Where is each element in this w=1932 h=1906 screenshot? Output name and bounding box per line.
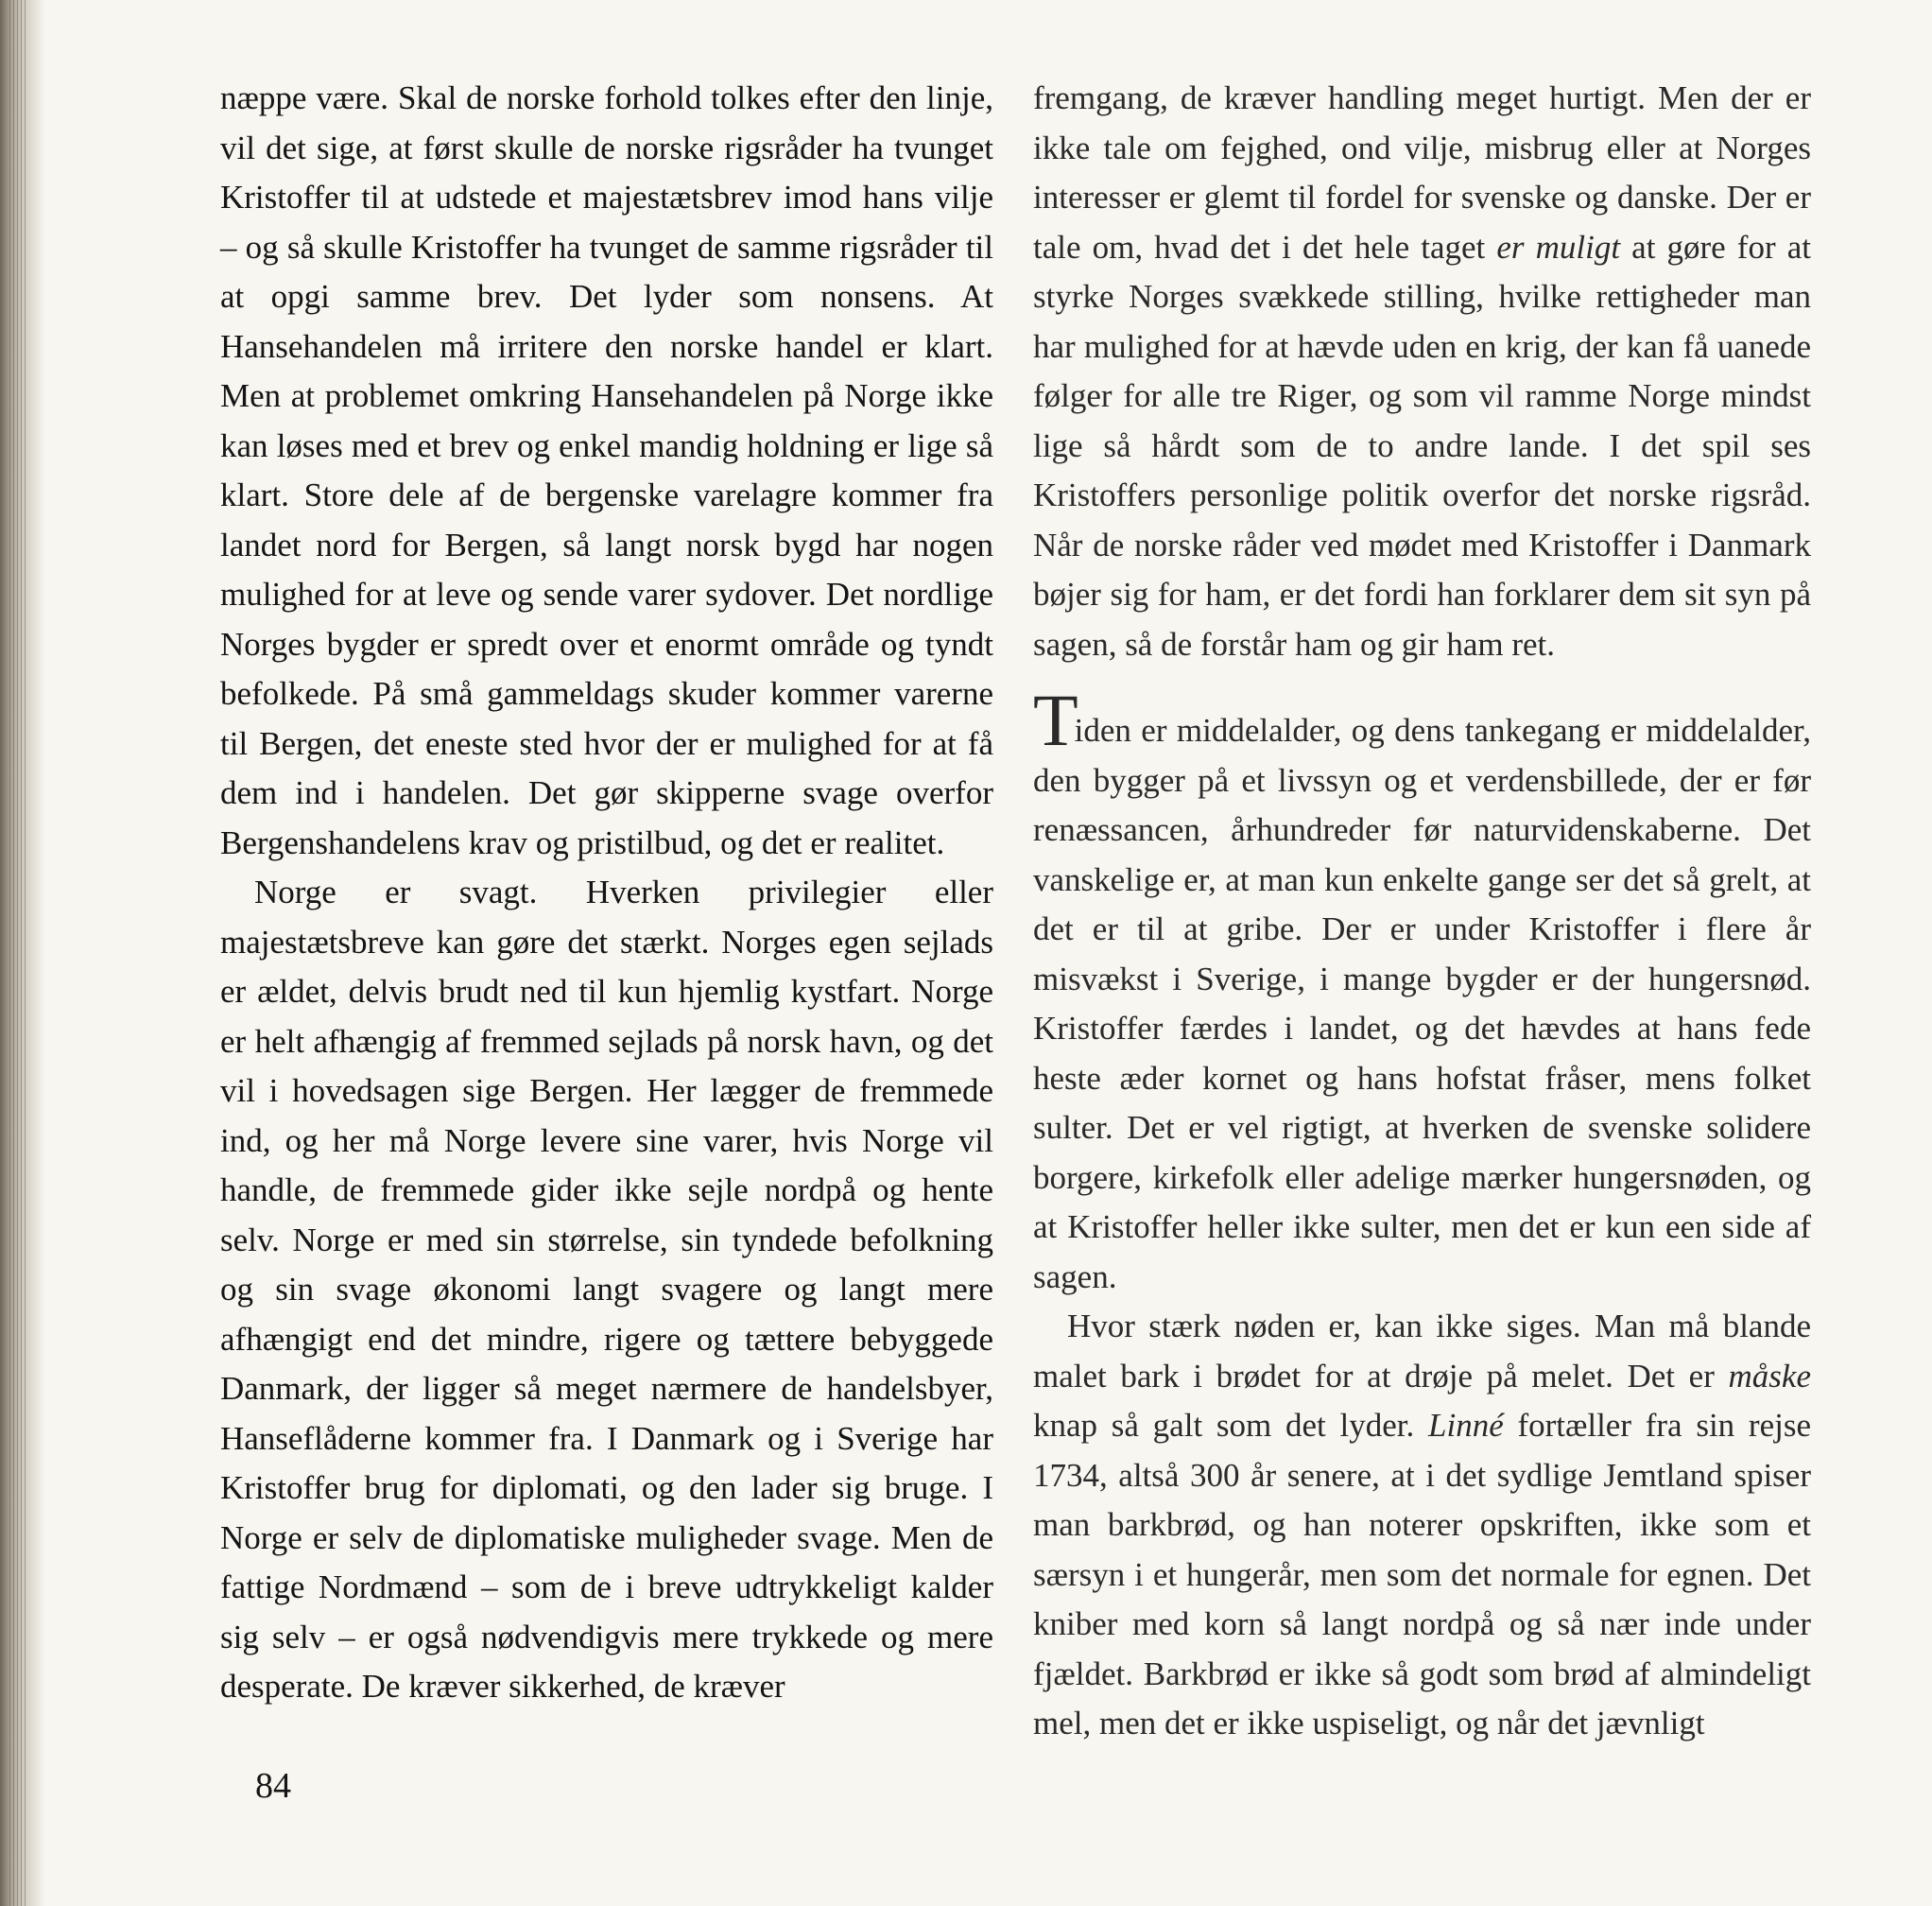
body-paragraph: Norge er svagt. Hverken privilegier eller majestætsbreve kan gøre det stærkt. Norges egen sejlads er ældet, delvis brudt ned til kun hjemlig kystfart. Norge er helt afhængig af fremmed sejlads på norsk havn, og det vil i hovedsagen sige Bergen. Her lægger de fremmede ind, og her må Norge levere sine varer, hvis Norge vil handle, de fremmede gider ikke sejle nordpå og hente selv. Norge er med sin størrelse, sin tyndede befolkning og sin svage økonomi langt svagere og langt mere afhængigt end det mindre, rigere og tættere bebyggede Danmark, der ligger så meget nærmere de handelsbyer, Hanseflåderne kommer fra. I Danmark og i Sverige har Kristoffer brug for diplomati, og den lader sig bruge. I Norge er selv de diplomatiske muligheder svage. Men de fattige Nordmænd – som de i breve udtrykkeligt kalder sig selv – er også nødvendigvis mere trykkede og mere desperate. De kræver sikkerhed, de kræver [220, 874, 993, 1705]
text-run: fremgang, de kræver handling meget hurtigt. Men der er ikke tale om fejghed, ond vilje, misbrug eller at Norges interesser er glemt til fordel for svenske og danske. Der er tale om, hvad det i det hele taget [1033, 79, 1811, 266]
text-run: fortæller fra sin rejse 1734, altså 300 år senere, at i det sydlige Jemtland spiser man barkbrød, og han noterer opskriften, ikke som et særsyn i et hungerår, men som det normale for egnen. Det kniber med korn så langt nordpå og så nær inde under fjældet. Barkbrød er ikke så godt som brød af almindeligt mel, men det er ikke uspiseligt, og når det jævnligt [1033, 1407, 1811, 1741]
body-paragraph: næppe være. Skal de norske forhold tolkes efter den linje, vil det sige, at først skulle de norske rigsråder ha tvunget Kristoffer til at udstede et majestætsbrev imod hans vilje – og så skulle Kristoffer ha tvunget de samme rigsråder til at opgi samme brev. Det lyder som nonsens. At Hansehandelen må irritere den norske handel er klart. Men at problemet omkring Hansehandelen på Norge ikke kan løses med et brev og enkel mandig holdning er lige så klart. Store dele af de bergenske varelagre kommer fra landet nord for Bergen, så langt norsk bygd har nogen mulighed for at leve og sende varer sydover. Det nordlige Norges bygder er spredt over et enormt område og tyndt befolkede. På små gammeldags skuder kommer varerne til Bergen, det eneste sted hvor der er mulighed for at få dem ind i handelen. Det gør skipperne svage overfor Bergenshandelens krav og pristilbud, og det er realitet. [220, 79, 993, 861]
section-opening-paragraph [1033, 679, 1811, 1302]
body-paragraph [1033, 74, 1811, 669]
text-run: knap så galt som det lyder. [1033, 1407, 1428, 1444]
italic-emphasis: er muligt [1496, 228, 1621, 266]
italic-emphasis: måske [1728, 1357, 1811, 1395]
left-text-column [220, 74, 993, 1712]
page-edges [9, 0, 26, 1906]
italic-name: Linné [1428, 1407, 1504, 1444]
body-paragraph [1033, 1302, 1811, 1749]
page-number: 84 [255, 1766, 291, 1806]
text-run: Hvor stærk nøden er, kan ikke siges. Man må blande malet bark i brødet for at drøje på melet. Det er [1033, 1308, 1811, 1395]
right-text-column [1033, 74, 1811, 1749]
drop-cap-letter: T [1033, 679, 1078, 761]
text-run: iden er middelalder, og dens tankegang er middelalder, den bygger på et livssyn og et verdensbillede, der er før renæssancen, århundreder før naturvidenskaberne. Det vanskelige er, at man kun enkelte gange ser det så grelt, at det er til at gribe. Der er under Kristoffer i flere år misvækst i Sverige, i mange bygder er der hungersnød. Kristoffer færdes i landet, og det hævdes at hans fede heste æder kornet og hans hofstat fråser, mens folket sulter. Det er vel rigtigt, at hverken de svenske solidere borgere, kirkefolk eller adelige mærker hungersnøden, og at Kristoffer heller ikke sulter, men det er kun een side af sagen. [1033, 712, 1811, 1295]
text-run: at gøre for at styrke Norges svækkede stilling, hvilke rettigheder man har mulighed for at hævde uden en krig, der kan få uanede følger for alle tre Riger, og som vil ramme Norge mindst lige så hårdt som de to andre lande. I det spil ses Kristoffers personlige politik overfor det norske rigsråd. Når de norske råder ved mødet med Kristoffer i Danmark bøjer sig for ham, er det fordi han forklarer dem sit syn på sagen, så de forstår ham og gir ham ret. [1033, 228, 1811, 663]
